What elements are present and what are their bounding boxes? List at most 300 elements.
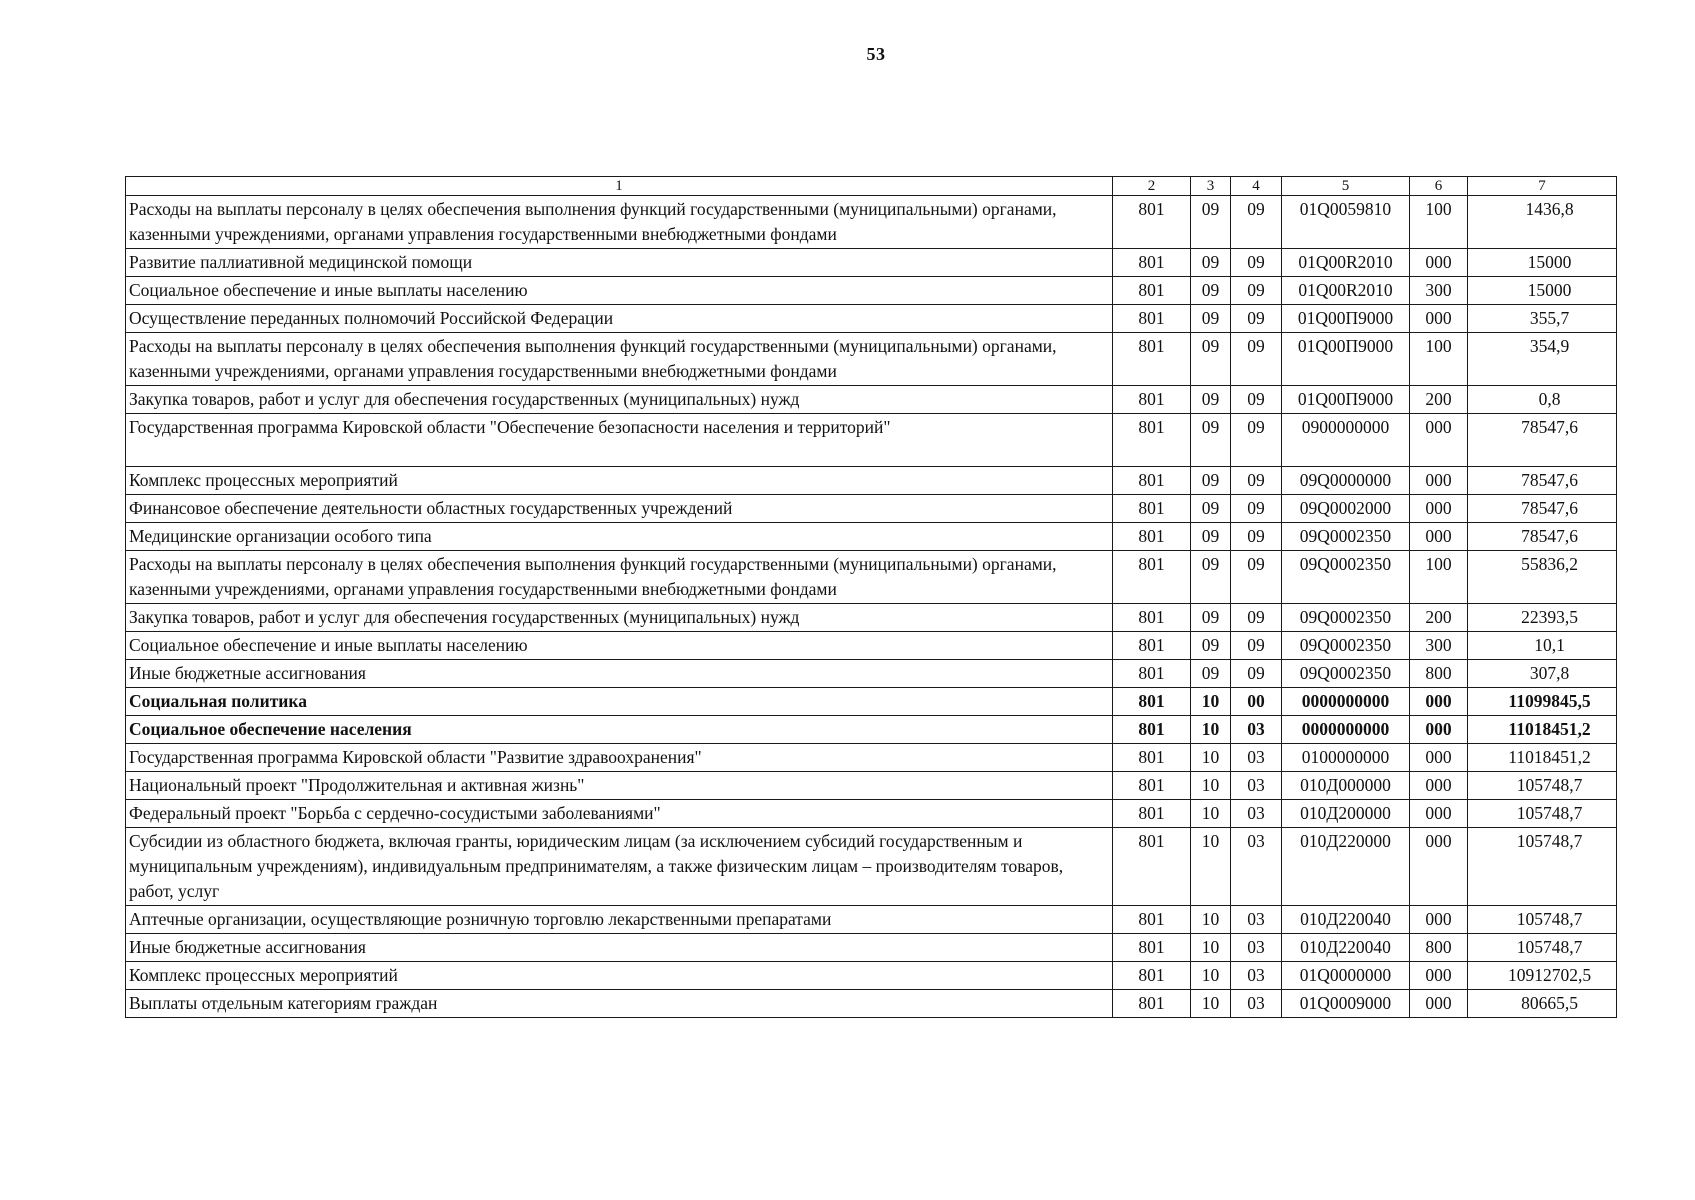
row-csr-cell: [1282, 604, 1410, 632]
row-pr-cell: [1231, 604, 1282, 632]
row-vr-cell-text: 000: [1425, 417, 1452, 437]
row-sum-cell: [1468, 772, 1617, 800]
row-vr-cell: [1410, 386, 1468, 414]
row-vr-cell: [1410, 660, 1468, 688]
row-csr-cell: [1282, 495, 1410, 523]
row-vr-cell-text: 800: [1425, 937, 1452, 957]
row-gr-cell: [1113, 523, 1191, 551]
row-csr-cell: [1282, 467, 1410, 495]
row-rz-cell: [1191, 495, 1231, 523]
row-sum-cell: [1468, 934, 1617, 962]
row-csr-cell: [1282, 632, 1410, 660]
row-sum-cell: [1468, 632, 1617, 660]
table-row: [126, 990, 1617, 1018]
row-rz-cell-text: 10: [1201, 909, 1220, 929]
row-csr-cell: [1282, 906, 1410, 934]
row-pr-cell: [1231, 414, 1282, 467]
row-name-cell: [126, 551, 1113, 604]
row-csr-cell: [1282, 744, 1410, 772]
row-pr-cell: [1231, 277, 1282, 305]
row-name-cell: [126, 467, 1113, 495]
row-csr-cell: [1282, 249, 1410, 277]
row-csr-cell-text: 09Q0002350: [1299, 635, 1392, 655]
row-pr-cell: [1231, 990, 1282, 1018]
row-pr-cell-text: 03: [1247, 803, 1265, 823]
row-rz-cell: [1191, 800, 1231, 828]
row-csr-cell-text: 01Q00R2010: [1298, 280, 1393, 300]
row-gr-cell: [1113, 906, 1191, 934]
table-header-row: [126, 177, 1617, 196]
page-number: 53: [866, 44, 886, 64]
row-rz-cell: [1191, 277, 1231, 305]
row-csr-cell-text: 010Д220000: [1300, 831, 1391, 851]
row-pr-cell: [1231, 744, 1282, 772]
row-name-cell: [126, 523, 1113, 551]
row-gr-cell: [1113, 386, 1191, 414]
row-sum-cell-text: 78547,6: [1521, 498, 1578, 518]
row-pr-cell-text: 09: [1247, 252, 1265, 272]
row-name-cell-text: Развитие паллиативной медицинской помощи: [129, 252, 473, 272]
row-gr-cell: [1113, 772, 1191, 800]
row-pr-cell-text: 03: [1247, 831, 1265, 851]
row-gr-cell: [1113, 660, 1191, 688]
row-name-cell-text: Социальное обеспечение и иные выплаты населению: [129, 635, 528, 655]
row-gr-cell-text: 801: [1138, 909, 1165, 929]
row-rz-cell-text: 10: [1201, 747, 1220, 767]
row-pr-cell-text: 09: [1247, 498, 1265, 518]
row-sum-cell-text: 11099845,5: [1508, 691, 1591, 711]
table-row: [126, 772, 1617, 800]
row-rz-cell: [1191, 333, 1231, 386]
row-pr-cell-text: 09: [1247, 470, 1265, 490]
table-row: [126, 495, 1617, 523]
row-csr-cell: [1282, 688, 1410, 716]
row-csr-cell: [1282, 305, 1410, 333]
row-csr-cell: [1282, 196, 1410, 249]
row-name-cell-text: Финансовое обеспечение деятельности областных государственных учреждений: [129, 498, 733, 518]
row-vr-cell-text: 300: [1425, 280, 1452, 300]
table-row: [126, 632, 1617, 660]
row-name-cell-text: Расходы на выплаты персоналу в целях обеспечения выполнения функций государственными (муниципальными) органами, казенными учреждениями, органами управления государственными внебюджетными фондами: [129, 336, 1057, 381]
row-sum-cell: [1468, 744, 1617, 772]
row-gr-cell-text: 801: [1138, 663, 1165, 683]
row-gr-cell: [1113, 688, 1191, 716]
row-rz-cell: [1191, 249, 1231, 277]
row-csr-cell-text: 09Q0002350: [1299, 663, 1392, 683]
row-gr-cell: [1113, 196, 1191, 249]
row-gr-cell-text: 801: [1138, 747, 1165, 767]
row-name-cell-text: Выплаты отдельным категориям граждан: [129, 993, 438, 1013]
row-sum-cell-text: 10,1: [1534, 635, 1565, 655]
row-sum-cell-text: 1436,8: [1525, 199, 1574, 219]
row-rz-cell-text: 10: [1201, 719, 1220, 739]
row-sum-cell-text: 78547,6: [1521, 526, 1578, 546]
row-rz-cell: [1191, 688, 1231, 716]
row-rz-cell-text: 10: [1201, 691, 1220, 711]
row-vr-cell: [1410, 414, 1468, 467]
row-name-cell: [126, 495, 1113, 523]
row-pr-cell: [1231, 551, 1282, 604]
row-name-cell: [126, 744, 1113, 772]
row-vr-cell-text: 000: [1425, 498, 1452, 518]
row-rz-cell: [1191, 386, 1231, 414]
row-vr-cell-text: 000: [1425, 691, 1452, 711]
row-vr-cell-text: 100: [1425, 336, 1452, 356]
row-gr-cell: [1113, 828, 1191, 906]
row-rz-cell: [1191, 196, 1231, 249]
row-gr-cell-text: 801: [1138, 803, 1165, 823]
row-vr-cell: [1410, 934, 1468, 962]
row-sum-cell: [1468, 660, 1617, 688]
row-rz-cell-text: 09: [1201, 308, 1220, 328]
row-pr-cell: [1231, 305, 1282, 333]
table-row: [126, 828, 1617, 906]
row-vr-cell-text: 300: [1425, 635, 1452, 655]
row-csr-cell-text: 01Q0009000: [1299, 993, 1392, 1013]
row-rz-cell: [1191, 934, 1231, 962]
row-pr-cell-text: 03: [1247, 775, 1265, 795]
row-rz-cell: [1191, 772, 1231, 800]
row-sum-cell-text: 10912702,5: [1507, 965, 1592, 985]
row-sum-cell-text: 105748,7: [1516, 909, 1583, 929]
row-rz-cell-text: 09: [1201, 470, 1220, 490]
row-sum-cell: [1468, 523, 1617, 551]
row-vr-cell-text: 000: [1425, 470, 1452, 490]
row-rz-cell-text: 10: [1201, 965, 1220, 985]
row-rz-cell: [1191, 604, 1231, 632]
row-rz-cell-text: 09: [1201, 417, 1220, 437]
row-pr-cell: [1231, 467, 1282, 495]
row-pr-cell: [1231, 495, 1282, 523]
row-name-cell: [126, 716, 1113, 744]
row-name-cell-text: Аптечные организации, осуществляющие розничную торговлю лекарственными препаратами: [129, 909, 832, 929]
table-row: [126, 660, 1617, 688]
row-name-cell: [126, 962, 1113, 990]
table-row: [126, 333, 1617, 386]
row-sum-cell-text: 355,7: [1529, 308, 1570, 328]
row-name-cell-text: Иные бюджетные ассигнования: [129, 663, 366, 683]
row-name-cell: [126, 333, 1113, 386]
row-vr-cell-text: 000: [1425, 909, 1452, 929]
row-name-cell: [126, 604, 1113, 632]
row-rz-cell: [1191, 414, 1231, 467]
row-csr-cell-text: 09Q0002000: [1299, 498, 1392, 518]
row-gr-cell-text: 801: [1138, 965, 1165, 985]
row-sum-cell-text: 15000: [1527, 280, 1572, 300]
row-sum-cell-text: 11018451,2: [1508, 719, 1591, 739]
row-gr-cell-text: 801: [1138, 470, 1165, 490]
row-name-cell: [126, 305, 1113, 333]
row-gr-cell-text: 801: [1138, 993, 1165, 1013]
row-vr-cell: [1410, 688, 1468, 716]
row-gr-cell: [1113, 495, 1191, 523]
row-pr-cell: [1231, 333, 1282, 386]
row-csr-cell: [1282, 523, 1410, 551]
row-pr-cell-text: 09: [1247, 554, 1265, 574]
row-vr-cell: [1410, 277, 1468, 305]
row-gr-cell: [1113, 962, 1191, 990]
row-name-cell: [126, 906, 1113, 934]
row-sum-cell: [1468, 688, 1617, 716]
table-row: [126, 934, 1617, 962]
table-row: [126, 414, 1617, 467]
row-name-cell: [126, 934, 1113, 962]
row-name-cell-text: Субсидии из областного бюджета, включая гранты, юридическим лицам (за исключением субсидий государственным и муниципальным учреждениям), индивидуальным предпринимателям, а также физическим лицам – производителям товаров, работ, услуг: [129, 831, 1064, 901]
row-rz-cell: [1191, 660, 1231, 688]
row-csr-cell-text: 09Q0000000: [1299, 470, 1392, 490]
row-sum-cell: [1468, 962, 1617, 990]
row-pr-cell: [1231, 523, 1282, 551]
row-vr-cell-text: 800: [1425, 663, 1452, 683]
row-name-cell-text: Закупка товаров, работ и услуг для обеспечения государственных (муниципальных) нужд: [129, 607, 800, 627]
row-name-cell: [126, 386, 1113, 414]
row-csr-cell: [1282, 828, 1410, 906]
table-row: [126, 962, 1617, 990]
row-rz-cell: [1191, 523, 1231, 551]
row-vr-cell-text: 000: [1425, 308, 1452, 328]
row-csr-cell: [1282, 551, 1410, 604]
row-vr-cell-text: 000: [1425, 252, 1452, 272]
row-csr-cell: [1282, 333, 1410, 386]
row-rz-cell-text: 09: [1201, 252, 1220, 272]
row-csr-cell-text: 01Q0059810: [1299, 199, 1392, 219]
header-cell: 2: [1113, 177, 1191, 196]
row-gr-cell: [1113, 467, 1191, 495]
row-pr-cell: [1231, 386, 1282, 414]
header-cell: 5: [1282, 177, 1410, 196]
header-cell: 1: [126, 177, 1113, 196]
row-gr-cell-text: 801: [1138, 775, 1165, 795]
row-gr-cell-text: 801: [1138, 336, 1165, 356]
row-pr-cell-text: 09: [1247, 336, 1265, 356]
row-gr-cell: [1113, 551, 1191, 604]
table-row: [126, 386, 1617, 414]
row-name-cell-text: Государственная программа Кировской области "Развитие здравоохранения": [129, 747, 702, 767]
row-gr-cell-text: 801: [1138, 526, 1165, 546]
budget-table: [125, 176, 1617, 1018]
row-vr-cell: [1410, 990, 1468, 1018]
row-gr-cell: [1113, 333, 1191, 386]
row-csr-cell-text: 01Q00П9000: [1297, 389, 1394, 409]
row-csr-cell: [1282, 962, 1410, 990]
row-name-cell-text: Иные бюджетные ассигнования: [129, 937, 366, 957]
row-gr-cell: [1113, 604, 1191, 632]
row-gr-cell-text: 801: [1138, 199, 1165, 219]
row-gr-cell-text: 801: [1138, 607, 1165, 627]
row-name-cell: [126, 800, 1113, 828]
row-vr-cell: [1410, 800, 1468, 828]
row-sum-cell: [1468, 990, 1617, 1018]
row-rz-cell-text: 09: [1201, 280, 1220, 300]
row-rz-cell-text: 09: [1201, 554, 1220, 574]
row-pr-cell: [1231, 660, 1282, 688]
table-row: [126, 249, 1617, 277]
table-row: [126, 906, 1617, 934]
row-gr-cell-text: 801: [1138, 308, 1165, 328]
row-vr-cell-text: 200: [1425, 389, 1452, 409]
row-vr-cell-text: 000: [1425, 775, 1452, 795]
row-csr-cell: [1282, 660, 1410, 688]
row-vr-cell: [1410, 962, 1468, 990]
row-pr-cell: [1231, 772, 1282, 800]
row-vr-cell-text: 000: [1425, 993, 1452, 1013]
table-row: [126, 800, 1617, 828]
row-pr-cell-text: 03: [1247, 993, 1265, 1013]
row-pr-cell-text: 09: [1247, 417, 1265, 437]
row-sum-cell: [1468, 386, 1617, 414]
row-rz-cell-text: 09: [1201, 336, 1220, 356]
row-gr-cell: [1113, 414, 1191, 467]
row-gr-cell: [1113, 744, 1191, 772]
row-vr-cell: [1410, 632, 1468, 660]
row-vr-cell-text: 000: [1425, 965, 1452, 985]
row-pr-cell-text: 03: [1247, 909, 1265, 929]
row-gr-cell: [1113, 305, 1191, 333]
row-vr-cell: [1410, 249, 1468, 277]
row-sum-cell-text: 15000: [1527, 252, 1572, 272]
row-rz-cell-text: 09: [1201, 389, 1220, 409]
row-csr-cell-text: 010Д000000: [1300, 775, 1391, 795]
row-pr-cell-text: 03: [1247, 937, 1265, 957]
row-sum-cell-text: 105748,7: [1516, 937, 1583, 957]
row-name-cell-text: Расходы на выплаты персоналу в целях обеспечения выполнения функций государственными (муниципальными) органами, казенными учреждениями, органами управления государственными внебюджетными фондами: [129, 554, 1057, 599]
row-csr-cell: [1282, 800, 1410, 828]
row-vr-cell: [1410, 716, 1468, 744]
row-pr-cell: [1231, 249, 1282, 277]
row-pr-cell: [1231, 196, 1282, 249]
row-gr-cell-text: 801: [1138, 937, 1165, 957]
row-rz-cell: [1191, 305, 1231, 333]
row-sum-cell-text: 11018451,2: [1508, 747, 1591, 767]
table-row: [126, 604, 1617, 632]
row-vr-cell: [1410, 495, 1468, 523]
row-pr-cell-text: 09: [1247, 280, 1265, 300]
row-csr-cell-text: 09Q0002350: [1299, 554, 1392, 574]
row-csr-cell-text: 0000000000: [1301, 719, 1390, 739]
row-csr-cell-text: 010Д220040: [1300, 909, 1391, 929]
row-rz-cell: [1191, 828, 1231, 906]
row-csr-cell: [1282, 772, 1410, 800]
row-rz-cell-text: 10: [1201, 937, 1220, 957]
row-gr-cell-text: 801: [1138, 252, 1165, 272]
row-sum-cell: [1468, 305, 1617, 333]
row-sum-cell-text: 105748,7: [1516, 803, 1583, 823]
row-pr-cell-text: 09: [1247, 663, 1265, 683]
row-sum-cell: [1468, 495, 1617, 523]
header-cell: 4: [1231, 177, 1282, 196]
table-row: [126, 551, 1617, 604]
row-vr-cell: [1410, 828, 1468, 906]
row-name-cell: [126, 990, 1113, 1018]
row-csr-cell-text: 01Q0000000: [1299, 965, 1392, 985]
row-csr-cell-text: 01Q00R2010: [1298, 252, 1393, 272]
row-vr-cell: [1410, 906, 1468, 934]
table-body: [126, 177, 1617, 1018]
row-gr-cell: [1113, 934, 1191, 962]
row-csr-cell: [1282, 386, 1410, 414]
row-name-cell-text: Социальная политика: [129, 691, 307, 711]
row-sum-cell-text: 354,9: [1529, 336, 1570, 356]
row-rz-cell: [1191, 632, 1231, 660]
row-vr-cell-text: 100: [1425, 554, 1452, 574]
row-pr-cell: [1231, 906, 1282, 934]
row-gr-cell: [1113, 632, 1191, 660]
row-pr-cell-text: 09: [1247, 607, 1265, 627]
row-vr-cell: [1410, 604, 1468, 632]
row-vr-cell-text: 000: [1425, 526, 1452, 546]
row-sum-cell: [1468, 828, 1617, 906]
row-name-cell: [126, 632, 1113, 660]
row-vr-cell-text: 100: [1425, 199, 1452, 219]
row-name-cell: [126, 688, 1113, 716]
row-csr-cell: [1282, 990, 1410, 1018]
row-vr-cell: [1410, 333, 1468, 386]
row-pr-cell-text: 09: [1247, 199, 1265, 219]
row-vr-cell: [1410, 196, 1468, 249]
row-pr-cell: [1231, 828, 1282, 906]
row-csr-cell-text: 01Q00П9000: [1297, 308, 1394, 328]
row-rz-cell-text: 09: [1201, 635, 1220, 655]
row-rz-cell-text: 10: [1201, 803, 1220, 823]
row-vr-cell-text: 000: [1425, 803, 1452, 823]
row-rz-cell-text: 09: [1201, 498, 1220, 518]
row-pr-cell-text: 09: [1247, 308, 1265, 328]
row-name-cell-text: Комплекс процессных мероприятий: [129, 470, 398, 490]
row-gr-cell: [1113, 990, 1191, 1018]
row-sum-cell: [1468, 906, 1617, 934]
row-vr-cell-text: 000: [1425, 831, 1452, 851]
row-csr-cell-text: 01Q00П9000: [1297, 336, 1394, 356]
row-name-cell-text: Социальное обеспечение и иные выплаты населению: [129, 280, 528, 300]
table-row: [126, 196, 1617, 249]
row-rz-cell: [1191, 990, 1231, 1018]
row-sum-cell-text: 22393,5: [1521, 607, 1578, 627]
row-sum-cell: [1468, 604, 1617, 632]
table-row: [126, 523, 1617, 551]
row-gr-cell-text: 801: [1138, 498, 1165, 518]
table-row: [126, 744, 1617, 772]
row-rz-cell-text: 10: [1201, 775, 1220, 795]
header-cell: 7: [1468, 177, 1617, 196]
row-gr-cell: [1113, 716, 1191, 744]
row-name-cell: [126, 277, 1113, 305]
row-sum-cell: [1468, 196, 1617, 249]
header-cell: 6: [1410, 177, 1468, 196]
row-sum-cell-text: 80665,5: [1521, 993, 1578, 1013]
row-pr-cell: [1231, 632, 1282, 660]
row-sum-cell-text: 105748,7: [1516, 831, 1583, 851]
row-sum-cell: [1468, 277, 1617, 305]
row-name-cell-text: Национальный проект "Продолжительная и активная жизнь": [129, 775, 585, 795]
row-gr-cell-text: 801: [1138, 831, 1165, 851]
row-csr-cell: [1282, 716, 1410, 744]
row-sum-cell-text: 55836,2: [1521, 554, 1578, 574]
row-vr-cell: [1410, 551, 1468, 604]
row-vr-cell: [1410, 523, 1468, 551]
row-rz-cell: [1191, 551, 1231, 604]
row-vr-cell-text: 000: [1425, 747, 1452, 767]
row-sum-cell-text: 78547,6: [1521, 470, 1578, 490]
row-sum-cell: [1468, 249, 1617, 277]
row-rz-cell: [1191, 716, 1231, 744]
row-csr-cell-text: 0000000000: [1301, 691, 1390, 711]
row-rz-cell-text: 10: [1201, 831, 1220, 851]
row-name-cell: [126, 249, 1113, 277]
row-rz-cell-text: 10: [1201, 993, 1220, 1013]
row-pr-cell: [1231, 716, 1282, 744]
row-gr-cell: [1113, 277, 1191, 305]
row-sum-cell-text: 78547,6: [1521, 417, 1578, 437]
